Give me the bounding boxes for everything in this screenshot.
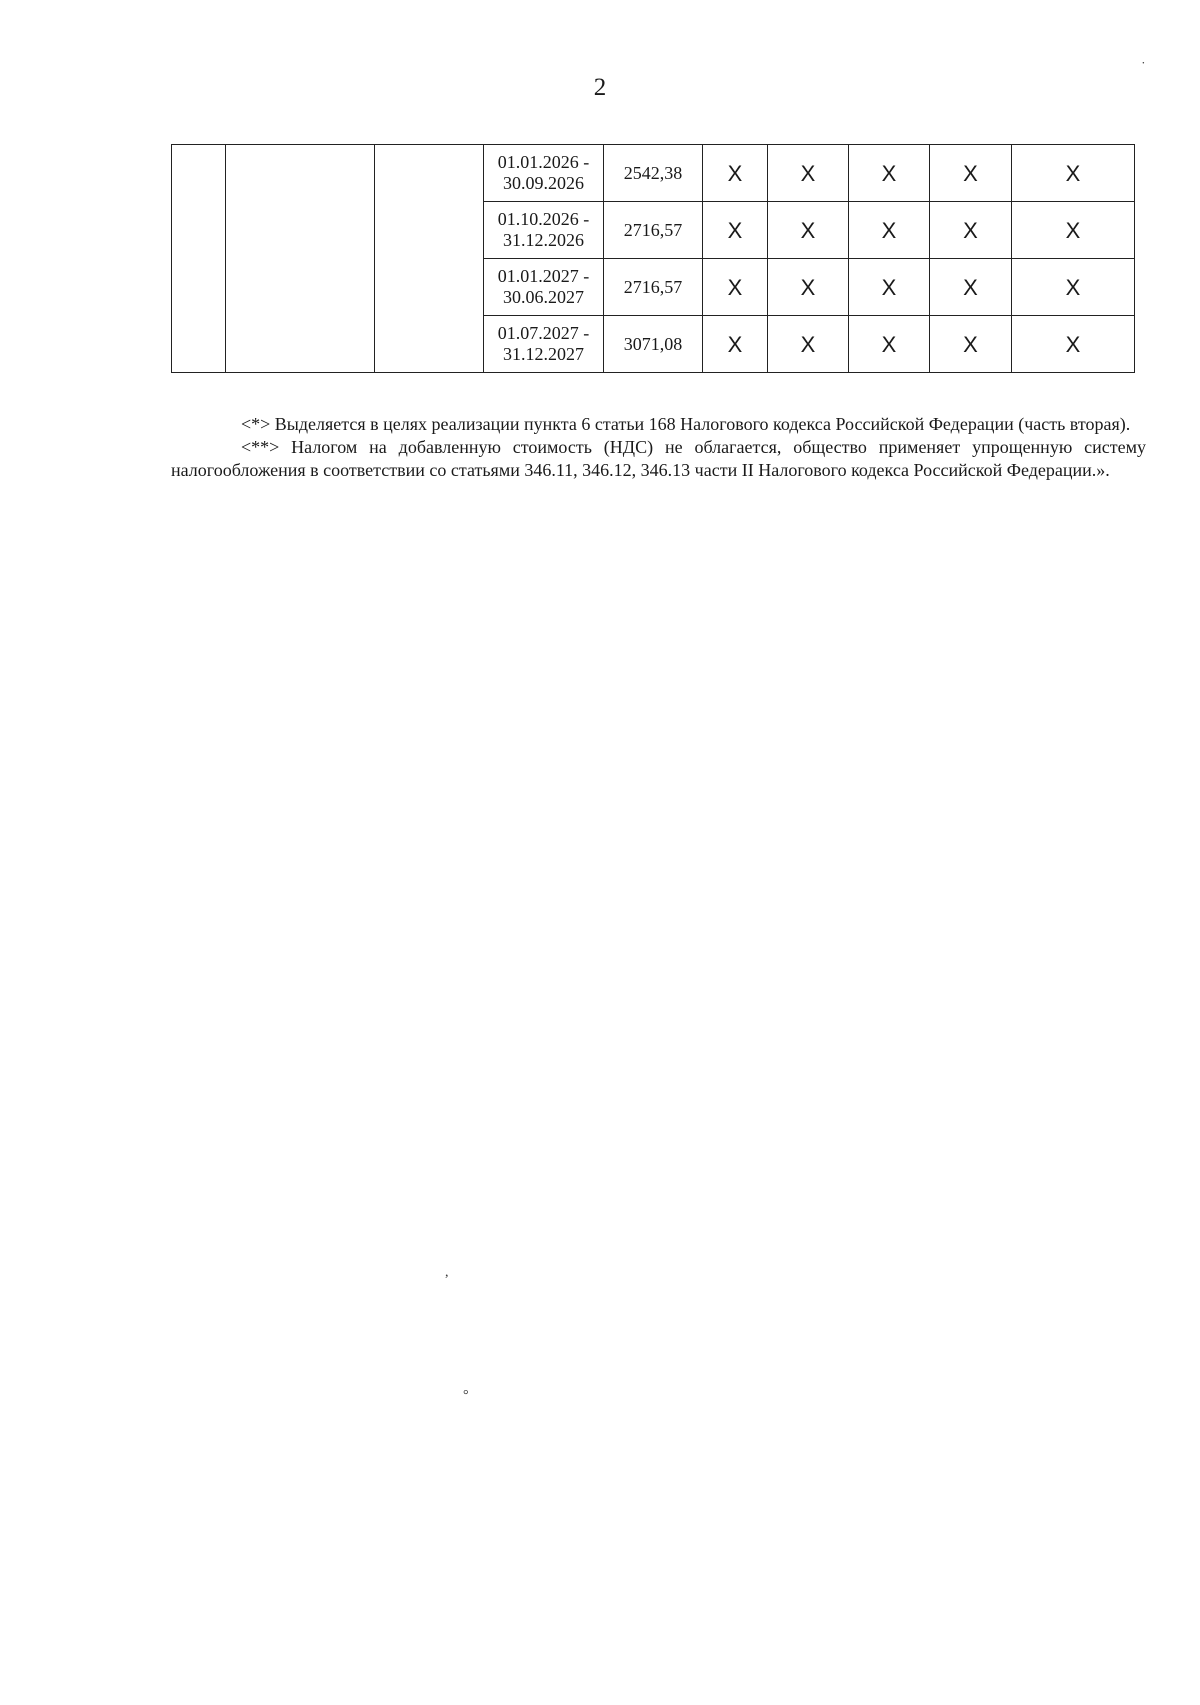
period-cell: [484, 145, 604, 202]
tariff-table: [171, 144, 1135, 373]
period-cell: [484, 316, 604, 373]
mark-cell: Х: [1012, 259, 1135, 316]
mark-cell: Х: [849, 202, 930, 259]
page-number: 2: [593, 74, 607, 101]
mark-cell: Х: [930, 316, 1012, 373]
price-cell: 2716,57: [604, 259, 703, 316]
period-cell: [484, 259, 604, 316]
period-start: 01.01.2027 -: [497, 266, 590, 286]
period-end: 30.06.2027: [503, 287, 584, 307]
mark-cell: Х: [768, 145, 849, 202]
period-start: 01.01.2026 -: [497, 152, 590, 172]
table-row: [172, 145, 1135, 202]
period-end: 30.09.2026: [503, 173, 584, 193]
period-start: 01.10.2026 -: [497, 209, 590, 229]
mark-cell: Х: [930, 145, 1012, 202]
period-end: 31.12.2027: [503, 344, 584, 364]
mark-cell: Х: [768, 202, 849, 259]
mark-cell: Х: [849, 259, 930, 316]
mark-cell: Х: [703, 316, 768, 373]
mark-cell: Х: [703, 145, 768, 202]
organization-cell: [226, 145, 375, 373]
footnote-vat-allocation: <*> Выделяется в целях реализации пункта 6 статьи 168 Налогового кодекса Российской Федерации (часть вторая).: [241, 414, 1131, 434]
mark-cell: Х: [1012, 316, 1135, 373]
row-number-cell: [172, 145, 226, 373]
period-start: 01.07.2027 -: [497, 323, 590, 343]
mark-cell: Х: [930, 259, 1012, 316]
scan-speck: ˙: [1141, 60, 1146, 75]
mark-cell: Х: [930, 202, 1012, 259]
mark-cell: Х: [849, 316, 930, 373]
period-end: 31.12.2026: [503, 230, 584, 250]
mark-cell: Х: [703, 259, 768, 316]
mark-cell: Х: [768, 316, 849, 373]
consumer-group-cell: [375, 145, 484, 373]
mark-cell: Х: [703, 202, 768, 259]
mark-cell: Х: [1012, 145, 1135, 202]
footnote-vat-exempt: <**> Налогом на добавленную стоимость (НДС) не облагается, общество применяет упрощенную систему налогообложения в соответствии со статьями 346.11, 346.12, 346.13 части II Налогового кодекса Российской Федерации.».: [171, 437, 1146, 480]
scan-speck: ,: [445, 1265, 449, 1280]
footnotes: [171, 413, 1146, 482]
mark-cell: Х: [849, 145, 930, 202]
price-cell: 3071,08: [604, 316, 703, 373]
price-cell: 2716,57: [604, 202, 703, 259]
scan-speck: °: [463, 1388, 469, 1403]
mark-cell: Х: [768, 259, 849, 316]
mark-cell: Х: [1012, 202, 1135, 259]
price-cell: 2542,38: [604, 145, 703, 202]
period-cell: [484, 202, 604, 259]
